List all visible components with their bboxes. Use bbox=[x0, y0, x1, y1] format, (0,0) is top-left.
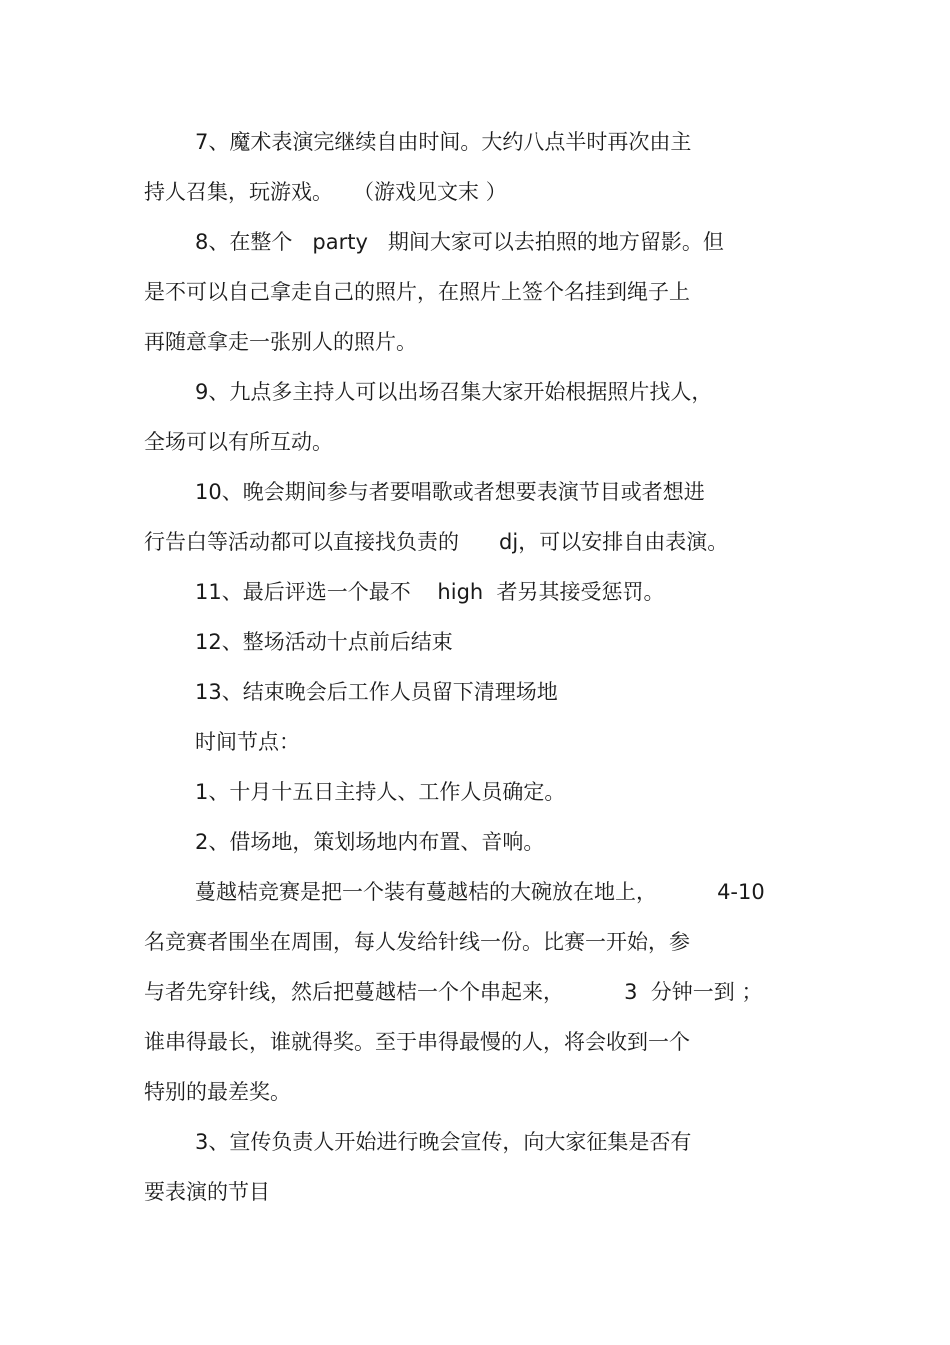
text-line: 与者先穿针线，然后把蔓越桔一个个串起来， 3 分钟一到 ； bbox=[144, 980, 763, 1004]
text-line: 12、整场活动十点前后结束 bbox=[195, 630, 453, 654]
text-line: 谁串得最长，谁就得奖。至于串得最慢的人，将会收到一个 bbox=[144, 1030, 690, 1054]
text-line: 2、借场地，策划场地内布置、音响。 bbox=[195, 830, 545, 854]
text-line: 11、最后评选一个最不 high 者另其接受惩罚。 bbox=[195, 580, 665, 604]
text-line: 特别的最差奖。 bbox=[144, 1080, 291, 1104]
text-line: 3、宣传负责人开始进行晚会宣传，向大家征集是否有 bbox=[195, 1130, 692, 1154]
text-line: 行告白等活动都可以直接找负责的 dj，可以安排自由表演。 bbox=[144, 530, 729, 554]
text-line: 是不可以自己拿走自己的照片，在照片上签个名挂到绳子上 bbox=[144, 280, 690, 304]
text-line: 13、结束晚会后工作人员留下清理场地 bbox=[195, 680, 558, 704]
section-heading: 时间节点： bbox=[195, 730, 300, 754]
text-line: 蔓越桔竞赛是把一个装有蔓越桔的大碗放在地上， 4-10 bbox=[195, 880, 765, 904]
text-line: 7、魔术表演完继续自由时间。大约八点半时再次由主 bbox=[195, 130, 692, 154]
text-line: 全场可以有所互动。 bbox=[144, 430, 333, 454]
text-line: 10、晚会期间参与者要唱歌或者想要表演节目或者想进 bbox=[195, 480, 705, 504]
text-line: 8、在整个 party 期间大家可以去拍照的地方留影。但 bbox=[195, 230, 724, 254]
text-line: 9、九点多主持人可以出场召集大家开始根据照片找人， bbox=[195, 380, 713, 404]
text-line: 名竞赛者围坐在周围，每人发给针线一份。比赛一开始，参 bbox=[144, 930, 690, 954]
text-line: 要表演的节目 bbox=[144, 1180, 270, 1204]
text-line: 再随意拿走一张别人的照片。 bbox=[144, 330, 417, 354]
text-line: 1、十月十五日主持人、工作人员确定。 bbox=[195, 780, 566, 804]
text-line: 持人召集，玩游戏。 （游戏见文末 ） bbox=[144, 180, 507, 204]
